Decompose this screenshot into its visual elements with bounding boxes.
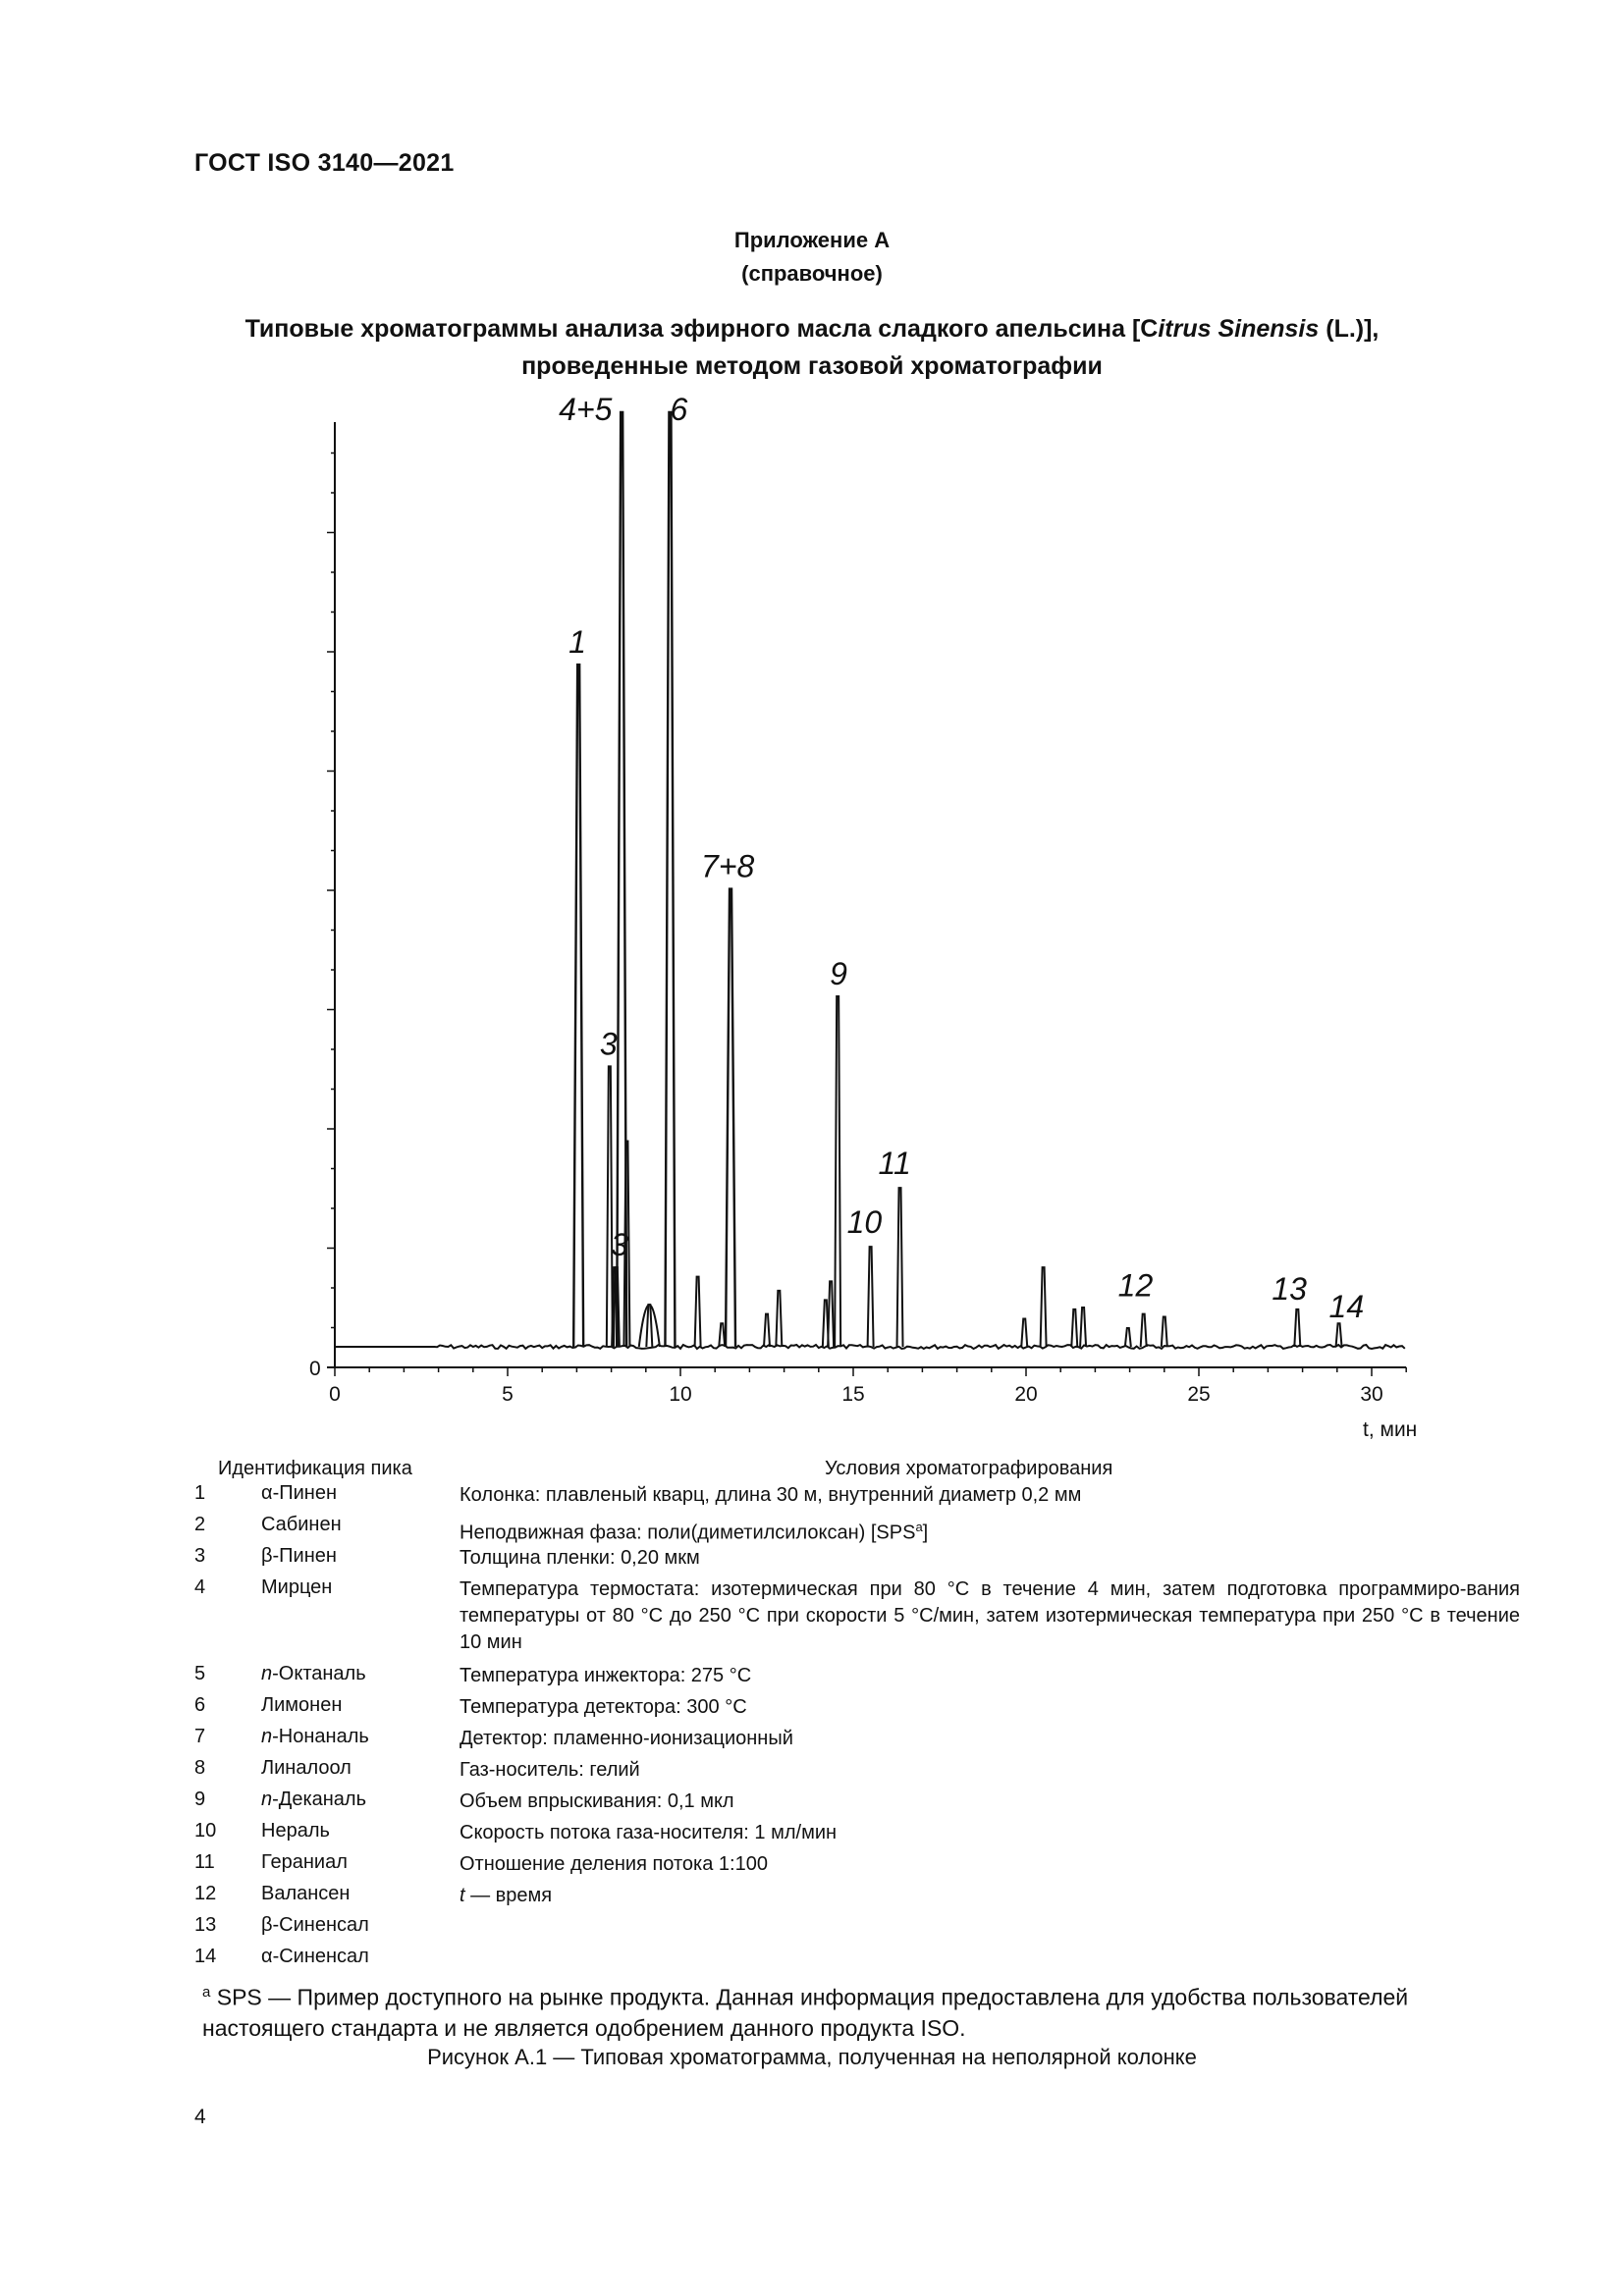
chromatogram-chart (0, 393, 1624, 1443)
peak-label: 7+8 (701, 848, 755, 884)
peak-3 (607, 1066, 613, 1347)
minor-peak (695, 1277, 701, 1347)
peak-label: 1 (568, 624, 586, 661)
list-item-num: 7 (194, 1726, 206, 1747)
list-item-num: 5 (194, 1663, 206, 1684)
condition-time: t — время (460, 1885, 553, 1906)
list-item-num: 13 (194, 1914, 217, 1936)
condition-injection-volume: Объем впрыскивания: 0,1 мкл (460, 1790, 734, 1812)
peak-1 (573, 665, 583, 1347)
y-tick-label: 0 (309, 1358, 321, 1380)
list-item-name: Линалоол (261, 1757, 352, 1779)
page-number: 4 (194, 2106, 206, 2128)
minor-peak (1071, 1309, 1077, 1347)
minor-peak (646, 1305, 652, 1347)
peak-label: 11 (878, 1146, 911, 1182)
x-tick-label: 30 (1360, 1383, 1383, 1406)
footnote (202, 1977, 1518, 2044)
list-item-name: n-Октаналь (261, 1663, 366, 1684)
x-axis-label: t, мин (1363, 1418, 1418, 1441)
x-tick-label: 10 (669, 1383, 692, 1406)
figure-caption: Рисунок А.1 — Типовая хроматограмма, полученная на неполярной колонке (427, 2045, 1197, 2069)
peak-13 (1294, 1309, 1300, 1347)
chromatogram-trace (335, 1345, 1405, 1349)
footnote-marker: a (202, 1984, 211, 2001)
x-tick-label: 0 (329, 1383, 341, 1406)
list-item-num: 10 (194, 1820, 217, 1842)
main-title (147, 310, 1477, 385)
peak-7+8 (726, 889, 735, 1347)
minor-peak (1041, 1267, 1047, 1347)
broad-peak (639, 1305, 660, 1347)
list-item-num: 6 (194, 1694, 206, 1716)
peak-label: 3 (599, 1026, 618, 1062)
condition-film: Толщина пленки: 0,20 мкм (460, 1547, 700, 1569)
footnote-text: SPS — Пример доступного на рынке продукта. Данная информация предоставлена для удобства пользователей настоящего стандарта и не является одобрением данного продукта ISO. (202, 1984, 1409, 2041)
condition-detector-temp: Температура детектора: 300 °C (460, 1696, 747, 1718)
peak-label: 3 (611, 1227, 628, 1263)
condition-column: Колонка: плавленый кварц, длина 30 м, внутренний диаметр 0,2 мм (460, 1484, 1082, 1506)
condition-phase: Неподвижная фаза: поли(диметилсилоксан) [SPS$^a$] (460, 1520, 929, 1544)
main-title-line2: проведенные методом газовой хроматографии (521, 352, 1103, 380)
appendix-title: Приложение А (733, 228, 891, 252)
x-tick-label: 25 (1187, 1383, 1211, 1406)
x-axis (327, 1367, 1406, 1406)
list-item-name: n-Нонаналь (261, 1726, 369, 1747)
minor-peak (1125, 1328, 1131, 1347)
x-tick-label: 15 (841, 1383, 865, 1406)
peak-label: 6 (670, 393, 688, 427)
list-item-name: β-Пинен (261, 1545, 337, 1567)
peak-labels (559, 393, 1364, 1324)
peak-14 (1336, 1323, 1342, 1347)
condition-detector: Детектор: пламенно-ионизационный (460, 1728, 793, 1749)
list-item-name: Мирцен (261, 1576, 333, 1598)
main-title-part1: Типовые хроматограммы анализа эфирного масла сладкого апельсина [C (244, 315, 1159, 343)
peak-id-header: Идентификация пика (218, 1458, 412, 1479)
peak-label: 12 (1117, 1267, 1154, 1304)
peak-9 (835, 996, 840, 1347)
x-tick-label: 5 (502, 1383, 514, 1406)
list-item-name: n-Деканаль (261, 1789, 367, 1810)
minor-peak (1080, 1308, 1086, 1347)
peak-label: 14 (1328, 1289, 1365, 1325)
x-tick-label: 20 (1014, 1383, 1038, 1406)
minor-peak (776, 1291, 782, 1347)
appendix-subtitle: (справочное) (741, 261, 883, 286)
list-item-num: 8 (194, 1757, 206, 1779)
peak-label: 4+5 (559, 393, 613, 427)
minor-peak (1162, 1317, 1167, 1347)
peak-11 (897, 1188, 903, 1347)
minor-peak (1021, 1318, 1027, 1347)
list-item-num: 1 (194, 1482, 206, 1504)
main-title-italic: itrus Sinensis (1158, 315, 1320, 343)
list-item-name: Нераль (261, 1820, 330, 1842)
list-item-name: α-Пинен (261, 1482, 337, 1504)
main-title-part2: (L.)], (1319, 315, 1380, 343)
list-item-name: α-Синенсал (261, 1946, 369, 1967)
peak-12 (1141, 1314, 1147, 1347)
conditions-header: Условия хроматографирования (825, 1458, 1113, 1479)
peak-10 (868, 1247, 874, 1347)
condition-split: Отношение деления потока 1:100 (460, 1853, 768, 1875)
condition-injector: Температура инжектора: 275 °C (460, 1665, 752, 1686)
list-item-name: β-Синенсал (261, 1914, 369, 1936)
y-axis (309, 422, 335, 1380)
minor-peak (828, 1281, 834, 1347)
peaks (573, 412, 1341, 1347)
condition-flow: Скорость потока газа-носителя: 1 мл/мин (460, 1822, 838, 1843)
list-item-name: Сабинен (261, 1514, 342, 1535)
list-item-name: Гераниал (261, 1851, 348, 1873)
condition-carrier: Газ-носитель: гелий (460, 1759, 640, 1781)
list-item-num: 11 (194, 1851, 215, 1873)
list-item-name: Лимонен (261, 1694, 343, 1716)
list-item-num: 9 (194, 1789, 206, 1810)
condition-oven: Температура термостата: изотермическая при 80 °C в течение 4 мин, затем подготовка программиро-вания температуры от 80 °C до 250 °C при скорости 5 °C/мин, затем изотермическая температура при 250 °C в течение 10 мин (460, 1578, 1520, 1653)
peak-6 (665, 412, 675, 1347)
minor-peak (719, 1323, 725, 1347)
list-item-name: Валансен (261, 1883, 351, 1904)
peak-label: 13 (1272, 1270, 1307, 1307)
document-header: ГОСТ ISO 3140—2021 (194, 149, 455, 177)
list-item-num: 12 (194, 1883, 217, 1904)
list-item-num: 14 (194, 1946, 217, 1967)
peak-label: 10 (846, 1204, 883, 1241)
list-item-num: 2 (194, 1514, 206, 1535)
minor-peak (764, 1314, 770, 1347)
peak-label: 9 (830, 956, 847, 991)
list-item-num: 3 (194, 1545, 206, 1567)
list-item-num: 4 (194, 1576, 206, 1598)
